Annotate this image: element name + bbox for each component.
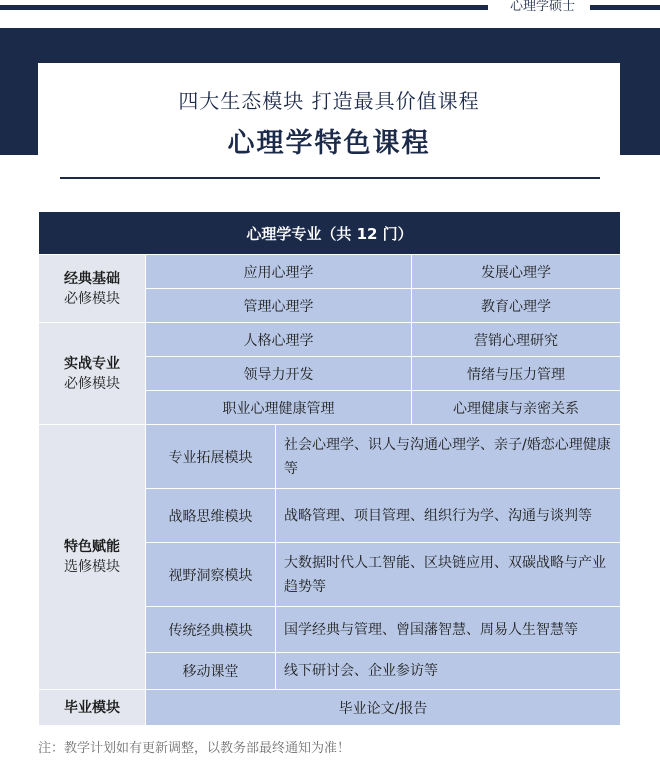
top-decor-line-right xyxy=(590,5,660,10)
graduation-content: 毕业论文/报告 xyxy=(146,690,621,726)
module-content: 大数据时代人工智能、区块链应用、双碳战略与产业趋势等 xyxy=(276,543,621,607)
module-content: 线下研讨会、企业参访等 xyxy=(276,653,621,690)
course-cell: 管理心理学 xyxy=(146,289,412,323)
module-name: 战略思维模块 xyxy=(146,489,276,543)
module-content: 战略管理、项目管理、组织行为学、沟通与谈判等 xyxy=(276,489,621,543)
module-name: 移动课堂 xyxy=(146,653,276,690)
course-cell: 心理健康与亲密关系 xyxy=(412,391,621,425)
table-title: 心理学专业（共 12 门） xyxy=(39,212,621,255)
module-name: 专业拓展模块 xyxy=(146,425,276,489)
category-basic xyxy=(39,255,146,323)
category-basic-type: 必修模块 xyxy=(64,290,120,307)
top-decor-line xyxy=(0,5,488,10)
course-cell: 领导力开发 xyxy=(146,357,412,391)
module-content: 社会心理学、识人与沟通心理学、亲子/婚恋心理健康等 xyxy=(276,425,621,489)
footnote: 注：教学计划如有更新调整，以教务部最终通知为准！ xyxy=(38,741,351,756)
category-graduation xyxy=(39,690,146,726)
module-content: 国学经典与管理、曾国藩智慧、周易人生智慧等 xyxy=(276,607,621,653)
module-name: 传统经典模块 xyxy=(146,607,276,653)
brand-label: 心理学硕士 xyxy=(510,0,576,14)
category-practical xyxy=(39,323,146,425)
category-basic-name: 经典基础 xyxy=(64,270,120,287)
category-practical-type: 必修模块 xyxy=(64,375,120,392)
course-cell: 人格心理学 xyxy=(146,323,412,357)
header-subtitle: 四大生态模块 打造最具价值课程 xyxy=(178,89,480,113)
category-graduation-name: 毕业模块 xyxy=(64,699,120,716)
course-cell: 情绪与压力管理 xyxy=(412,357,621,391)
category-special-name: 特色赋能 xyxy=(64,539,120,555)
title-divider xyxy=(60,177,600,179)
category-special xyxy=(39,425,146,690)
course-cell: 营销心理研究 xyxy=(412,323,621,357)
course-cell: 职业心理健康管理 xyxy=(146,391,412,425)
header-title: 心理学特色课程 xyxy=(227,128,431,159)
category-practical-name: 实战专业 xyxy=(64,355,120,372)
course-cell: 发展心理学 xyxy=(412,255,621,289)
course-cell: 应用心理学 xyxy=(146,255,412,289)
category-special-type: 选修模块 xyxy=(64,559,120,575)
course-cell: 教育心理学 xyxy=(412,289,621,323)
course-table xyxy=(38,211,621,726)
module-name: 视野洞察模块 xyxy=(146,543,276,607)
title-card xyxy=(38,63,620,193)
